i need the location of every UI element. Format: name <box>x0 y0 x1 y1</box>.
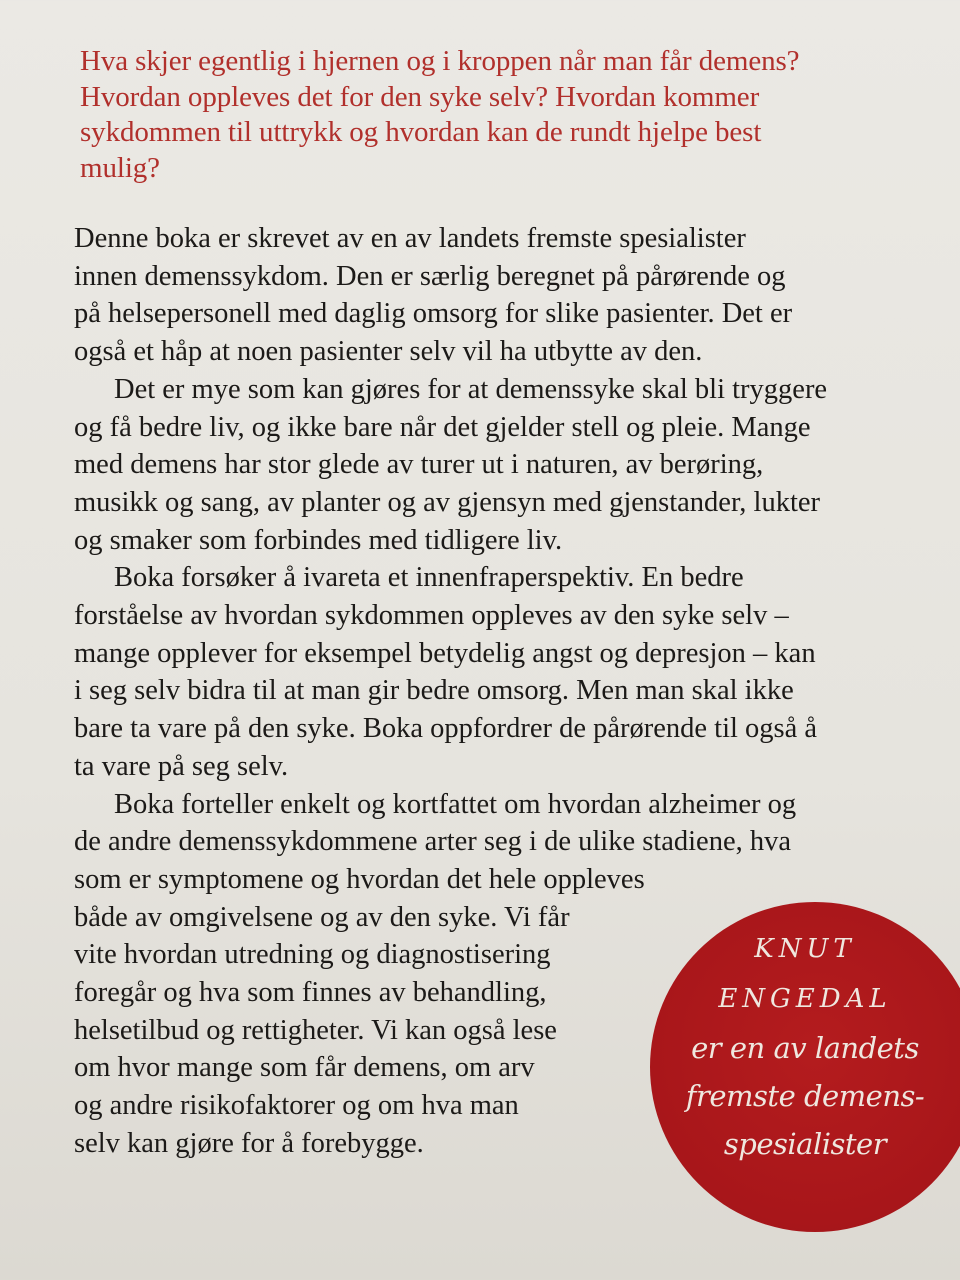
body-line: om hvor mange som får demens, om arv <box>74 1052 535 1084</box>
body-line: vite hvordan utredning og diagnostisering <box>74 939 551 971</box>
badge-line: spesialister <box>723 1127 887 1161</box>
body-line: helsetilbud og rettigheter. Vi kan også lese <box>74 1014 557 1046</box>
body-line: bare ta vare på den syke. Boka oppfordrer de pårørende til også å <box>74 713 818 745</box>
body-line: selv kan gjøre for å forebygge. <box>74 1127 424 1159</box>
intro-line: sykdommen til uttrykk og hvordan kan de rundt hjelpe best <box>80 116 762 148</box>
body-line: Denne boka er skrevet av en av landets fremste spesialister <box>74 223 746 254</box>
intro-line: mulig? <box>80 151 160 184</box>
intro-line: Hva skjer egentlig i hjernen og i kroppen når man får demens? <box>80 45 800 77</box>
body-line: foregår og hva som finnes av behandling, <box>74 977 547 1009</box>
body-line: med demens har stor glede av turer ut i naturen, av berøring, <box>74 449 764 481</box>
badge-line: fremste demens- <box>685 1079 925 1113</box>
body-line: og andre risikofaktorer og om hva man <box>74 1090 519 1122</box>
body-line: mange opplever for eksempel betydelig angst og depresjon – kan <box>74 637 816 669</box>
body-line: både av omgivelsene og av den syke. Vi får <box>74 901 570 933</box>
body-line: forståelse av hvordan sykdommen oppleves av den syke selv – <box>74 600 789 632</box>
intro-line: Hvordan oppleves det for den syke selv? Hvordan kommer <box>80 80 760 113</box>
badge-line: er en av landets <box>691 1031 919 1065</box>
body-line: Boka forteller enkelt og kortfattet om hvordan alzheimer og <box>114 788 797 820</box>
body-line: Det er mye som kan gjøres for at demenssyke skal bli tryggere <box>114 373 828 405</box>
intro-question <box>80 44 900 186</box>
body-line: i seg selv bidra til at man gir bedre omsorg. Men man skal ikke <box>74 675 794 707</box>
body-line: innen demenssykdom. Den er særlig beregnet på pårørende og <box>74 260 786 292</box>
body-line: de andre demenssykdommene arter seg i de ulike stadiene, hva <box>74 826 791 858</box>
body-line: og få bedre liv, og ikke bare når det gjelder stell og pleie. Mange <box>74 411 811 443</box>
body-line: musikk og sang, av planter og av gjensyn med gjenstander, lukter <box>74 486 821 518</box>
body-line: og smaker som forbindes med tidligere liv. <box>74 524 563 556</box>
body-line: som er symptomene og hvordan det hele oppleves <box>74 863 645 895</box>
body-line: også et håp at noen pasienter selv vil ha utbytte av den. <box>74 336 703 368</box>
author-last-name: ENGEDAL <box>718 984 892 1014</box>
body-line: ta vare på seg selv. <box>74 750 289 782</box>
body-line: på helsepersonell med daglig omsorg for slike pasienter. Det er <box>74 298 793 330</box>
author-first-name: KNUT <box>754 934 856 964</box>
author-badge-text <box>650 924 960 1168</box>
body-line: Boka forsøker å ivareta et innenfraperspektiv. En bedre <box>114 562 744 594</box>
